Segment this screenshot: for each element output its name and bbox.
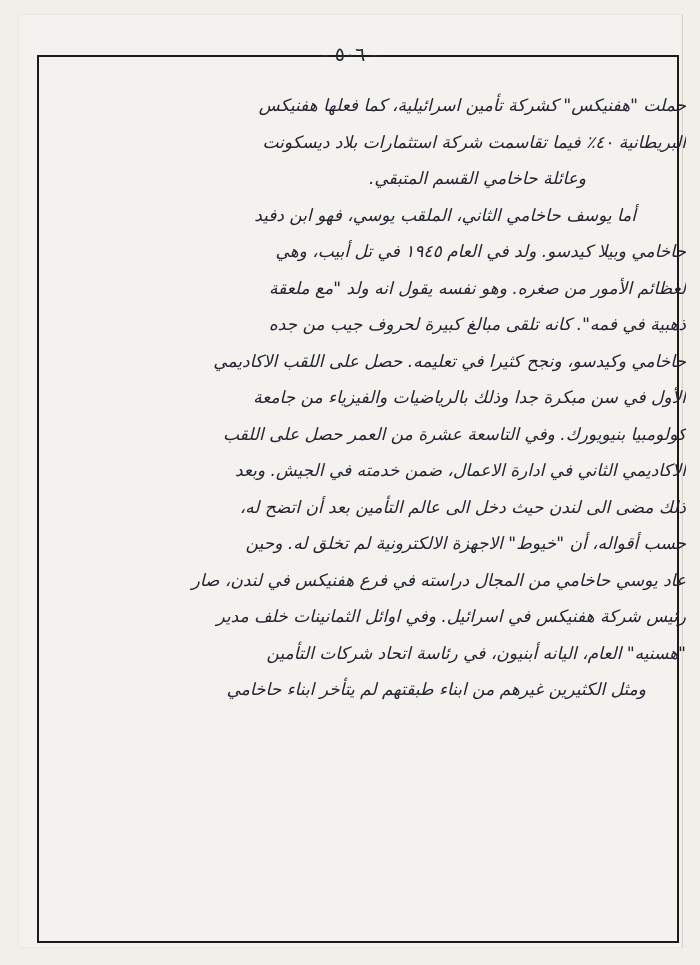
text-line: رئيس شركة هفنيكس في اسرائيل. وفي اوائل الثمانينات خلف مدير (216, 607, 686, 627)
text-line: حاخامي وكيدسو، ونجح كثيرا في تعليمه. حصل على اللقب الاكاديمي (213, 351, 686, 372)
text-line: الأول في سن مبكرة جدا وذلك بالرياضيات والفيزياء من جامعة (253, 388, 686, 408)
page-number: - ٥٠٦ - (321, 44, 379, 66)
text-line: كولومبيا بنيويورك. وفي التاسعة عشرة من العمر حصل على اللقب (222, 424, 686, 445)
text-line: ذهبية في فمه". كانه تلقى مبالغ كبيرة لحروف جيب من جده (268, 315, 686, 335)
text-line: وعائلة حاخامي القسم المتبقي. (368, 169, 586, 189)
text-line: أما يوسف حاخامي الثاني، الملقب يوسي، فهو ابن دفيد (254, 205, 636, 226)
handwritten-text-block (24, 88, 686, 709)
text-line: عاد يوسي حاخامي من المجال دراسته في فرع هفنيكس في لندن، صار (191, 570, 686, 591)
text-line: البريطانية ٤٠٪ فيما تقاسمت شركة استثمارات بلاد ديسكونت (262, 132, 686, 153)
text-line: الاكاديمي الثاني في ادارة الاعمال، ضمن خدمته في الجيش. وبعد (234, 461, 686, 481)
text-line: حملت "هفنيكس" كشركة تأمين اسرائيلية، كما فعلها هفنيكس (258, 96, 686, 116)
text-line: حاخامي وبيلا كيدسو. ولد في العام ١٩٤٥ في تل أبيب، وهي (275, 242, 686, 262)
text-line: حسب أقواله، أن "خيوط" الاجهزة الالكترونية لم تخلق له. وحين (245, 534, 686, 554)
text-line: لعظائم الأمور من صغره. وهو نفسه يقول انه ولد "مع ملعقة (268, 278, 686, 299)
text-line: ذلك مضى الى لندن حيث دخل الى عالم التأمين بعد أن اتضح له، (239, 497, 686, 518)
text-line: "هسنيه" العام، اليانه أبنيون، في رئاسة اتحاد شركات التأمين (266, 643, 686, 664)
text-line: ومثل الكثيرين غيرهم من ابناء طبقتهم لم يتأخر ابناء حاخامي (226, 680, 646, 700)
